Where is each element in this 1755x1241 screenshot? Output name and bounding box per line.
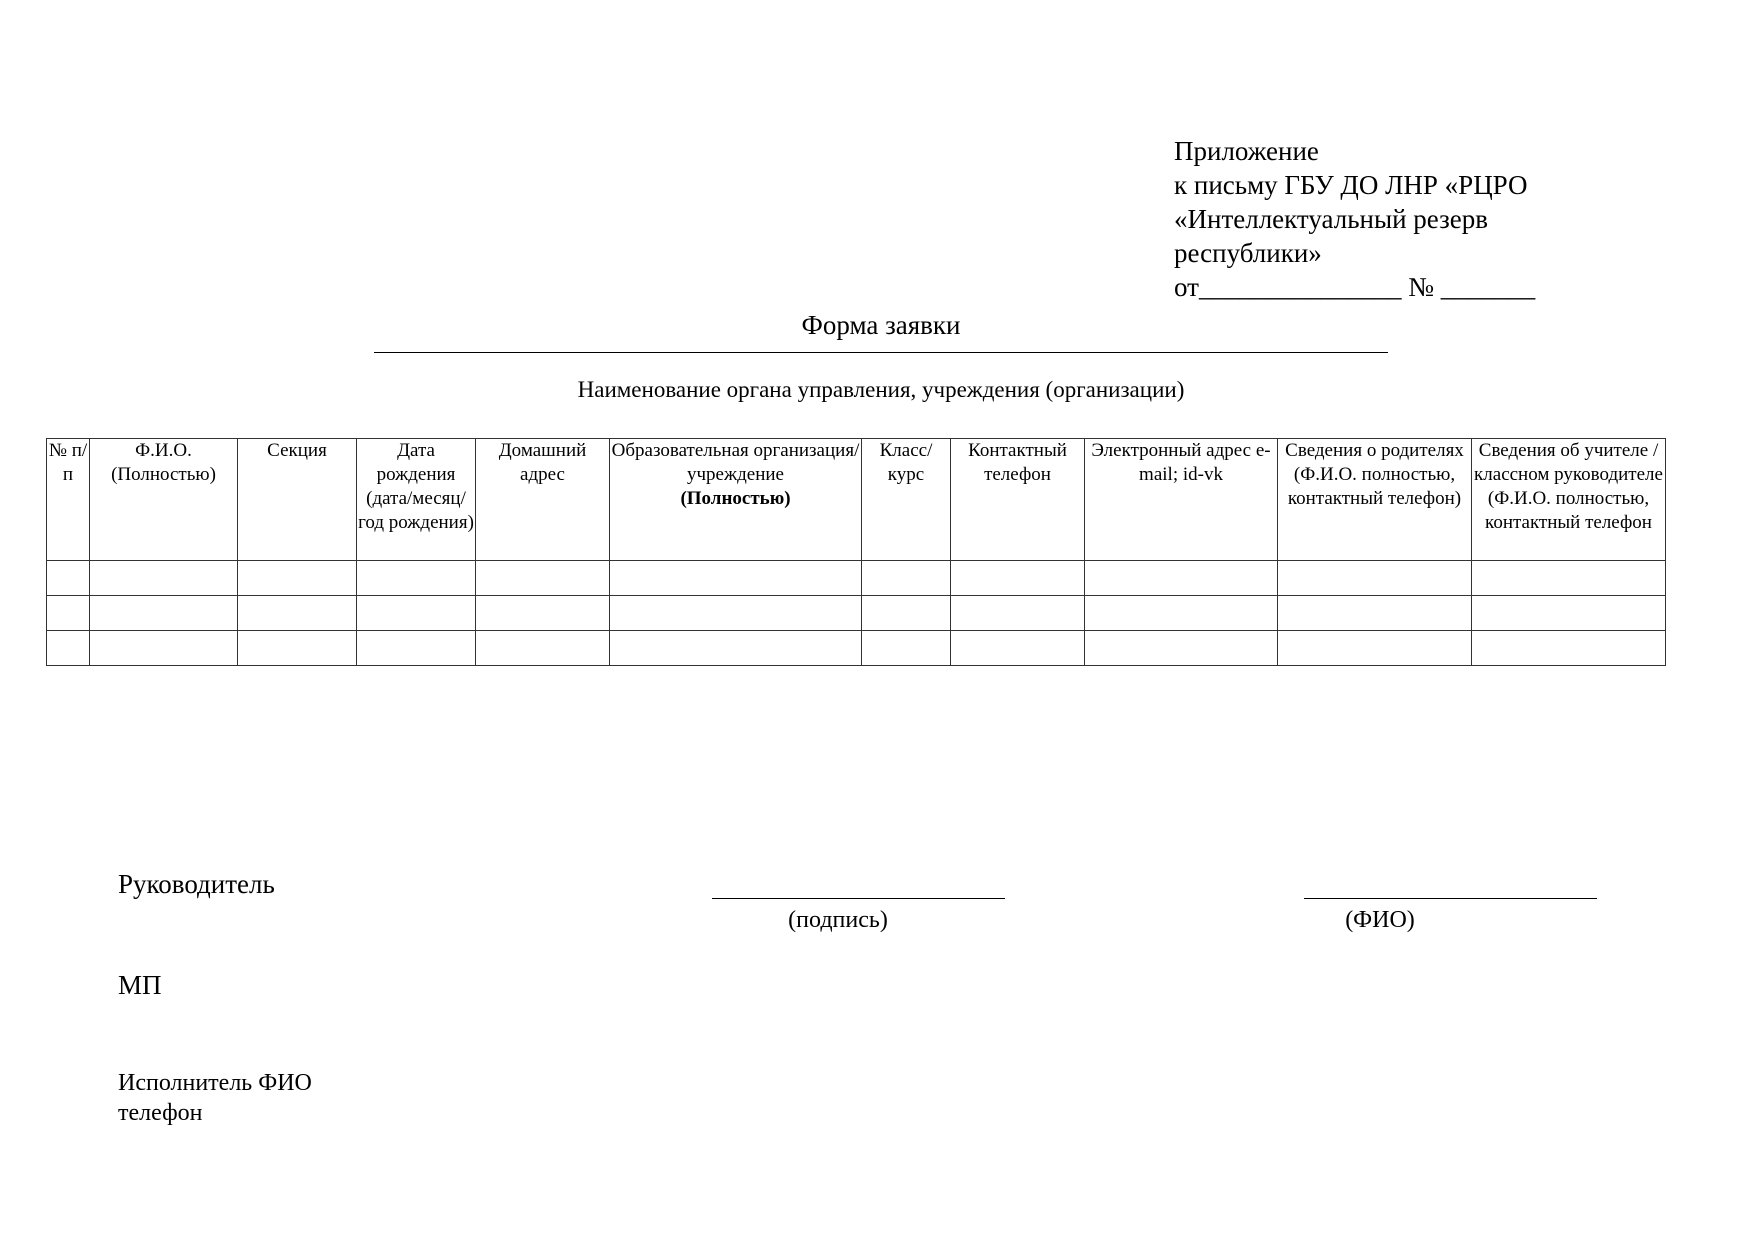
table-cell[interactable]: [47, 561, 90, 596]
table-cell[interactable]: [238, 561, 357, 596]
table-cell[interactable]: [862, 561, 951, 596]
table-cell[interactable]: [476, 631, 610, 666]
column-header-birth-date: Дата рождения (дата/месяц/год рождения): [357, 439, 476, 561]
table-cell[interactable]: [357, 596, 476, 631]
executor-name-label: Исполнитель ФИО: [118, 1070, 312, 1096]
table-row: [47, 631, 1666, 666]
table-row: [47, 596, 1666, 631]
column-header-educational-organization: [610, 439, 862, 561]
column-header-number: № п/п: [47, 439, 90, 561]
fio-caption: (ФИО): [1345, 907, 1415, 933]
table-row: [47, 561, 1666, 596]
column-header-home-address: Домашний адрес: [476, 439, 610, 561]
executor-phone-label: телефон: [118, 1100, 203, 1126]
column-header-phone: Контактный телефон: [951, 439, 1085, 561]
appendix-date-number-line: от_______________ № _______: [1174, 272, 1536, 302]
table-cell[interactable]: [357, 631, 476, 666]
table-cell[interactable]: [1085, 596, 1278, 631]
table-cell[interactable]: [1278, 561, 1472, 596]
table-header-row: [47, 439, 1666, 561]
table-cell[interactable]: [238, 596, 357, 631]
fio-blank: [1304, 898, 1597, 899]
table-cell[interactable]: [47, 631, 90, 666]
table-cell[interactable]: [357, 561, 476, 596]
organization-name-blank: [374, 352, 1388, 353]
table-cell[interactable]: [1278, 596, 1472, 631]
appendix-line: Приложение: [1174, 136, 1319, 166]
appendix-line: республики»: [1174, 238, 1322, 268]
table-cell[interactable]: [1085, 561, 1278, 596]
organization-name-caption: Наименование органа управления, учреждения (организации): [577, 377, 1185, 402]
column-header-email: Электронный адрес e-mail; id-vk: [1085, 439, 1278, 561]
table-cell[interactable]: [90, 561, 238, 596]
table-cell[interactable]: [610, 631, 862, 666]
column-header-label: Образовательная организация/учреждение: [611, 440, 860, 485]
table-cell[interactable]: [1278, 631, 1472, 666]
column-header-bold-note: (Полностью): [680, 488, 791, 509]
table-body: [47, 561, 1666, 666]
table-cell[interactable]: [1085, 631, 1278, 666]
head-label: Руководитель: [118, 869, 275, 899]
table-cell[interactable]: [1472, 596, 1666, 631]
table-cell[interactable]: [47, 596, 90, 631]
table-cell[interactable]: [862, 631, 951, 666]
form-title: Форма заявки: [801, 310, 961, 340]
table-cell[interactable]: [1472, 561, 1666, 596]
column-header-full-name: Ф.И.О. (Полностью): [90, 439, 238, 561]
table-cell[interactable]: [951, 561, 1085, 596]
appendix-header: [1174, 134, 1594, 304]
application-table: [46, 438, 1666, 666]
table-cell[interactable]: [238, 631, 357, 666]
table-cell[interactable]: [610, 561, 862, 596]
signature-caption: (подпись): [788, 907, 888, 933]
table-cell[interactable]: [90, 631, 238, 666]
stamp-label: МП: [118, 970, 162, 1000]
table-cell[interactable]: [610, 596, 862, 631]
appendix-line: «Интеллектуальный резерв: [1174, 204, 1489, 234]
table-cell[interactable]: [951, 596, 1085, 631]
signature-blank: [712, 898, 1005, 899]
table-cell[interactable]: [1472, 631, 1666, 666]
table-cell[interactable]: [476, 561, 610, 596]
column-header-grade: Класс/ курс: [862, 439, 951, 561]
column-header-teacher: Сведения об учителе / классном руководителе (Ф.И.О. полностью, контактный телефон: [1472, 439, 1666, 561]
column-header-section: Секция: [238, 439, 357, 561]
table-cell[interactable]: [476, 596, 610, 631]
executor-block: [118, 1068, 312, 1128]
table-cell[interactable]: [90, 596, 238, 631]
table-cell[interactable]: [862, 596, 951, 631]
table-cell[interactable]: [951, 631, 1085, 666]
column-header-parents: Сведения о родителях (Ф.И.О. полностью, контактный телефон): [1278, 439, 1472, 561]
appendix-line: к письму ГБУ ДО ЛНР «РЦРО: [1174, 170, 1528, 200]
